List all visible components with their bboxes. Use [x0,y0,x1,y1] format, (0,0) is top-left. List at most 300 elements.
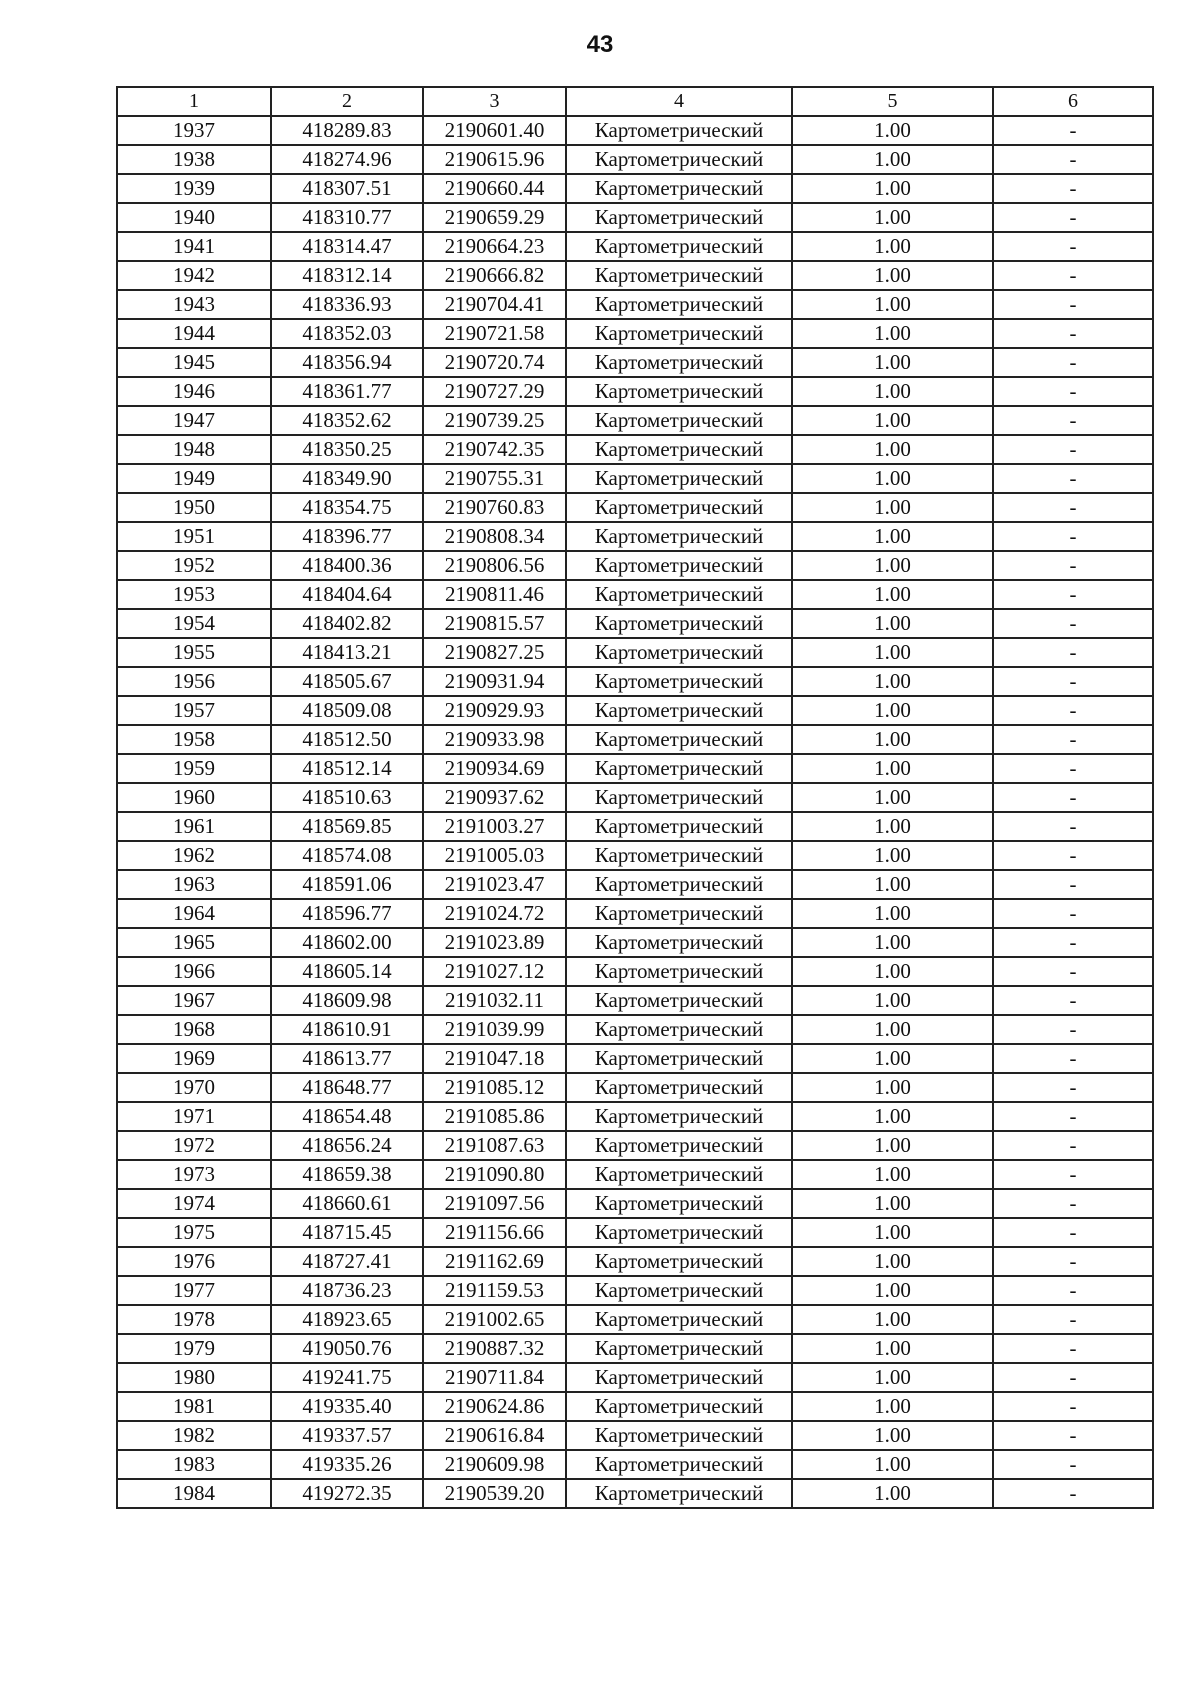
accuracy-cell: 1.00 [792,551,993,580]
method-cell: Картометрический [566,1189,792,1218]
y-coordinate-cell: 2190827.25 [423,638,566,667]
table-row [117,1131,1153,1160]
y-coordinate-cell: 2191002.65 [423,1305,566,1334]
accuracy-cell: 1.00 [792,1421,993,1450]
y-coordinate-cell: 2190739.25 [423,406,566,435]
table-row [117,232,1153,261]
point-number-cell: 1948 [117,435,271,464]
table-row [117,696,1153,725]
x-coordinate-cell: 418613.77 [271,1044,423,1073]
point-number-cell: 1941 [117,232,271,261]
note-cell: - [993,1334,1153,1363]
accuracy-cell: 1.00 [792,1450,993,1479]
x-coordinate-cell: 418727.41 [271,1247,423,1276]
method-cell: Картометрический [566,551,792,580]
y-coordinate-cell: 2190742.35 [423,435,566,464]
header-cell-3: 3 [423,87,566,116]
y-coordinate-cell: 2190887.32 [423,1334,566,1363]
y-coordinate-cell: 2190929.93 [423,696,566,725]
note-cell: - [993,957,1153,986]
point-number-cell: 1969 [117,1044,271,1073]
accuracy-cell: 1.00 [792,1131,993,1160]
method-cell: Картометрический [566,1276,792,1305]
table-body [117,116,1153,1508]
y-coordinate-cell: 2191047.18 [423,1044,566,1073]
table-row [117,1276,1153,1305]
note-cell: - [993,435,1153,464]
point-number-cell: 1939 [117,174,271,203]
table-row [117,754,1153,783]
table-row [117,551,1153,580]
table-row [117,464,1153,493]
y-coordinate-cell: 2191090.80 [423,1160,566,1189]
method-cell: Картометрический [566,232,792,261]
accuracy-cell: 1.00 [792,1073,993,1102]
x-coordinate-cell: 418510.63 [271,783,423,812]
accuracy-cell: 1.00 [792,203,993,232]
note-cell: - [993,1102,1153,1131]
note-cell: - [993,638,1153,667]
point-number-cell: 1980 [117,1363,271,1392]
point-number-cell: 1944 [117,319,271,348]
y-coordinate-cell: 2191024.72 [423,899,566,928]
accuracy-cell: 1.00 [792,783,993,812]
method-cell: Картометрический [566,1160,792,1189]
method-cell: Картометрический [566,1247,792,1276]
table-row [117,1334,1153,1363]
accuracy-cell: 1.00 [792,377,993,406]
accuracy-cell: 1.00 [792,754,993,783]
accuracy-cell: 1.00 [792,290,993,319]
method-cell: Картометрический [566,1421,792,1450]
table-row [117,174,1153,203]
y-coordinate-cell: 2190721.58 [423,319,566,348]
table-row [117,290,1153,319]
method-cell: Картометрический [566,174,792,203]
table-row [117,1015,1153,1044]
table-row [117,116,1153,145]
method-cell: Картометрический [566,290,792,319]
table-row [117,609,1153,638]
y-coordinate-cell: 2190666.82 [423,261,566,290]
x-coordinate-cell: 418354.75 [271,493,423,522]
accuracy-cell: 1.00 [792,261,993,290]
point-number-cell: 1961 [117,812,271,841]
note-cell: - [993,551,1153,580]
x-coordinate-cell: 418314.47 [271,232,423,261]
x-coordinate-cell: 418413.21 [271,638,423,667]
note-cell: - [993,203,1153,232]
y-coordinate-cell: 2190811.46 [423,580,566,609]
note-cell: - [993,1218,1153,1247]
accuracy-cell: 1.00 [792,145,993,174]
method-cell: Картометрический [566,1479,792,1508]
table-row [117,638,1153,667]
accuracy-cell: 1.00 [792,638,993,667]
x-coordinate-cell: 419335.26 [271,1450,423,1479]
y-coordinate-cell: 2190931.94 [423,667,566,696]
accuracy-cell: 1.00 [792,1276,993,1305]
method-cell: Картометрический [566,609,792,638]
point-number-cell: 1943 [117,290,271,319]
method-cell: Картометрический [566,1450,792,1479]
method-cell: Картометрический [566,667,792,696]
table-row [117,841,1153,870]
note-cell: - [993,1276,1153,1305]
y-coordinate-cell: 2190659.29 [423,203,566,232]
accuracy-cell: 1.00 [792,696,993,725]
note-cell: - [993,812,1153,841]
x-coordinate-cell: 418605.14 [271,957,423,986]
x-coordinate-cell: 418512.50 [271,725,423,754]
table-row [117,377,1153,406]
note-cell: - [993,609,1153,638]
point-number-cell: 1984 [117,1479,271,1508]
table-row [117,406,1153,435]
point-number-cell: 1945 [117,348,271,377]
point-number-cell: 1947 [117,406,271,435]
table-row [117,1421,1153,1450]
x-coordinate-cell: 419337.57 [271,1421,423,1450]
y-coordinate-cell: 2190727.29 [423,377,566,406]
method-cell: Картометрический [566,580,792,609]
note-cell: - [993,1479,1153,1508]
point-number-cell: 1953 [117,580,271,609]
table-row [117,986,1153,1015]
method-cell: Картометрический [566,899,792,928]
table-row [117,899,1153,928]
point-number-cell: 1964 [117,899,271,928]
accuracy-cell: 1.00 [792,609,993,638]
x-coordinate-cell: 418289.83 [271,116,423,145]
table-row [117,928,1153,957]
page-number: 43 [586,31,614,58]
point-number-cell: 1946 [117,377,271,406]
method-cell: Картометрический [566,435,792,464]
x-coordinate-cell: 418505.67 [271,667,423,696]
method-cell: Картометрический [566,464,792,493]
table-row [117,522,1153,551]
y-coordinate-cell: 2191039.99 [423,1015,566,1044]
note-cell: - [993,1189,1153,1218]
header-cell-6: 6 [993,87,1153,116]
table-row [117,1392,1153,1421]
method-cell: Картометрический [566,261,792,290]
note-cell: - [993,986,1153,1015]
note-cell: - [993,899,1153,928]
table-row [117,319,1153,348]
point-number-cell: 1978 [117,1305,271,1334]
accuracy-cell: 1.00 [792,1160,993,1189]
point-number-cell: 1938 [117,145,271,174]
accuracy-cell: 1.00 [792,522,993,551]
method-cell: Картометрический [566,841,792,870]
note-cell: - [993,1421,1153,1450]
point-number-cell: 1949 [117,464,271,493]
header-cell-4: 4 [566,87,792,116]
accuracy-cell: 1.00 [792,1363,993,1392]
y-coordinate-cell: 2191023.89 [423,928,566,957]
x-coordinate-cell: 418602.00 [271,928,423,957]
point-number-cell: 1973 [117,1160,271,1189]
table-row [117,1189,1153,1218]
x-coordinate-cell: 419272.35 [271,1479,423,1508]
y-coordinate-cell: 2190664.23 [423,232,566,261]
note-cell: - [993,1044,1153,1073]
x-coordinate-cell: 418400.36 [271,551,423,580]
accuracy-cell: 1.00 [792,1392,993,1421]
y-coordinate-cell: 2190760.83 [423,493,566,522]
y-coordinate-cell: 2190806.56 [423,551,566,580]
table-row [117,1102,1153,1131]
accuracy-cell: 1.00 [792,1247,993,1276]
table-row [117,1160,1153,1189]
point-number-cell: 1972 [117,1131,271,1160]
y-coordinate-cell: 2191027.12 [423,957,566,986]
accuracy-cell: 1.00 [792,1305,993,1334]
y-coordinate-cell: 2190539.20 [423,1479,566,1508]
point-number-cell: 1962 [117,841,271,870]
point-number-cell: 1976 [117,1247,271,1276]
y-coordinate-cell: 2191003.27 [423,812,566,841]
note-cell: - [993,1160,1153,1189]
table-row [117,1218,1153,1247]
y-coordinate-cell: 2190660.44 [423,174,566,203]
method-cell: Картометрический [566,928,792,957]
method-cell: Картометрический [566,145,792,174]
accuracy-cell: 1.00 [792,493,993,522]
accuracy-cell: 1.00 [792,870,993,899]
x-coordinate-cell: 418609.98 [271,986,423,1015]
x-coordinate-cell: 418402.82 [271,609,423,638]
note-cell: - [993,348,1153,377]
accuracy-cell: 1.00 [792,1218,993,1247]
y-coordinate-cell: 2190755.31 [423,464,566,493]
point-number-cell: 1970 [117,1073,271,1102]
point-number-cell: 1937 [117,116,271,145]
method-cell: Картометрический [566,1218,792,1247]
method-cell: Картометрический [566,1073,792,1102]
note-cell: - [993,667,1153,696]
method-cell: Картометрический [566,377,792,406]
header-cell-1: 1 [117,87,271,116]
x-coordinate-cell: 418656.24 [271,1131,423,1160]
y-coordinate-cell: 2190937.62 [423,783,566,812]
accuracy-cell: 1.00 [792,319,993,348]
accuracy-cell: 1.00 [792,116,993,145]
x-coordinate-cell: 418312.14 [271,261,423,290]
method-cell: Картометрический [566,1363,792,1392]
table-row [117,580,1153,609]
note-cell: - [993,783,1153,812]
y-coordinate-cell: 2191032.11 [423,986,566,1015]
point-number-cell: 1958 [117,725,271,754]
accuracy-cell: 1.00 [792,1102,993,1131]
y-coordinate-cell: 2191085.12 [423,1073,566,1102]
note-cell: - [993,522,1153,551]
method-cell: Картометрический [566,203,792,232]
accuracy-cell: 1.00 [792,406,993,435]
note-cell: - [993,493,1153,522]
accuracy-cell: 1.00 [792,435,993,464]
point-number-cell: 1959 [117,754,271,783]
x-coordinate-cell: 418336.93 [271,290,423,319]
y-coordinate-cell: 2190934.69 [423,754,566,783]
point-number-cell: 1975 [117,1218,271,1247]
accuracy-cell: 1.00 [792,1015,993,1044]
point-number-cell: 1956 [117,667,271,696]
accuracy-cell: 1.00 [792,1334,993,1363]
table-row [117,1363,1153,1392]
y-coordinate-cell: 2191005.03 [423,841,566,870]
method-cell: Картометрический [566,957,792,986]
method-cell: Картометрический [566,696,792,725]
point-number-cell: 1971 [117,1102,271,1131]
method-cell: Картометрический [566,812,792,841]
point-number-cell: 1965 [117,928,271,957]
y-coordinate-cell: 2190933.98 [423,725,566,754]
y-coordinate-cell: 2191159.53 [423,1276,566,1305]
method-cell: Картометрический [566,406,792,435]
method-cell: Картометрический [566,1131,792,1160]
note-cell: - [993,232,1153,261]
point-number-cell: 1954 [117,609,271,638]
y-coordinate-cell: 2190704.41 [423,290,566,319]
x-coordinate-cell: 419335.40 [271,1392,423,1421]
table-row [117,348,1153,377]
x-coordinate-cell: 418654.48 [271,1102,423,1131]
accuracy-cell: 1.00 [792,464,993,493]
accuracy-cell: 1.00 [792,841,993,870]
x-coordinate-cell: 418569.85 [271,812,423,841]
note-cell: - [993,696,1153,725]
note-cell: - [993,1073,1153,1102]
table-row [117,1479,1153,1508]
x-coordinate-cell: 418404.64 [271,580,423,609]
table-row [117,145,1153,174]
method-cell: Картометрический [566,522,792,551]
y-coordinate-cell: 2190624.86 [423,1392,566,1421]
x-coordinate-cell: 418574.08 [271,841,423,870]
y-coordinate-cell: 2191023.47 [423,870,566,899]
note-cell: - [993,261,1153,290]
x-coordinate-cell: 418648.77 [271,1073,423,1102]
note-cell: - [993,725,1153,754]
point-number-cell: 1942 [117,261,271,290]
table-row [117,1450,1153,1479]
x-coordinate-cell: 418349.90 [271,464,423,493]
accuracy-cell: 1.00 [792,174,993,203]
method-cell: Картометрический [566,1015,792,1044]
table-row [117,1305,1153,1334]
accuracy-cell: 1.00 [792,1189,993,1218]
note-cell: - [993,1015,1153,1044]
table-row [117,783,1153,812]
table-row [117,1073,1153,1102]
point-number-cell: 1981 [117,1392,271,1421]
method-cell: Картометрический [566,870,792,899]
x-coordinate-cell: 418610.91 [271,1015,423,1044]
x-coordinate-cell: 419050.76 [271,1334,423,1363]
accuracy-cell: 1.00 [792,580,993,609]
point-number-cell: 1952 [117,551,271,580]
note-cell: - [993,377,1153,406]
note-cell: - [993,406,1153,435]
x-coordinate-cell: 418596.77 [271,899,423,928]
method-cell: Картометрический [566,493,792,522]
point-number-cell: 1955 [117,638,271,667]
method-cell: Картометрический [566,1305,792,1334]
accuracy-cell: 1.00 [792,957,993,986]
accuracy-cell: 1.00 [792,928,993,957]
x-coordinate-cell: 418512.14 [271,754,423,783]
point-number-cell: 1967 [117,986,271,1015]
note-cell: - [993,145,1153,174]
y-coordinate-cell: 2191162.69 [423,1247,566,1276]
x-coordinate-cell: 418352.03 [271,319,423,348]
table-row [117,870,1153,899]
table-row [117,261,1153,290]
accuracy-cell: 1.00 [792,348,993,377]
note-cell: - [993,116,1153,145]
y-coordinate-cell: 2191097.56 [423,1189,566,1218]
table-row [117,203,1153,232]
note-cell: - [993,464,1153,493]
point-number-cell: 1957 [117,696,271,725]
table-row [117,1044,1153,1073]
x-coordinate-cell: 418659.38 [271,1160,423,1189]
y-coordinate-cell: 2190601.40 [423,116,566,145]
point-number-cell: 1982 [117,1421,271,1450]
note-cell: - [993,841,1153,870]
point-number-cell: 1940 [117,203,271,232]
table-row [117,667,1153,696]
y-coordinate-cell: 2190616.84 [423,1421,566,1450]
method-cell: Картометрический [566,783,792,812]
method-cell: Картометрический [566,754,792,783]
method-cell: Картометрический [566,116,792,145]
point-number-cell: 1960 [117,783,271,812]
point-number-cell: 1977 [117,1276,271,1305]
table-row [117,957,1153,986]
table-header-row [117,87,1153,116]
table-row [117,435,1153,464]
method-cell: Картометрический [566,1102,792,1131]
point-number-cell: 1968 [117,1015,271,1044]
note-cell: - [993,580,1153,609]
note-cell: - [993,174,1153,203]
point-number-cell: 1951 [117,522,271,551]
x-coordinate-cell: 418307.51 [271,174,423,203]
note-cell: - [993,1450,1153,1479]
method-cell: Картометрический [566,1044,792,1073]
x-coordinate-cell: 418736.23 [271,1276,423,1305]
x-coordinate-cell: 418274.96 [271,145,423,174]
y-coordinate-cell: 2190720.74 [423,348,566,377]
x-coordinate-cell: 418361.77 [271,377,423,406]
x-coordinate-cell: 418509.08 [271,696,423,725]
y-coordinate-cell: 2191156.66 [423,1218,566,1247]
accuracy-cell: 1.00 [792,232,993,261]
x-coordinate-cell: 418923.65 [271,1305,423,1334]
header-cell-5: 5 [792,87,993,116]
accuracy-cell: 1.00 [792,667,993,696]
x-coordinate-cell: 418396.77 [271,522,423,551]
accuracy-cell: 1.00 [792,812,993,841]
note-cell: - [993,1247,1153,1276]
x-coordinate-cell: 418660.61 [271,1189,423,1218]
accuracy-cell: 1.00 [792,986,993,1015]
